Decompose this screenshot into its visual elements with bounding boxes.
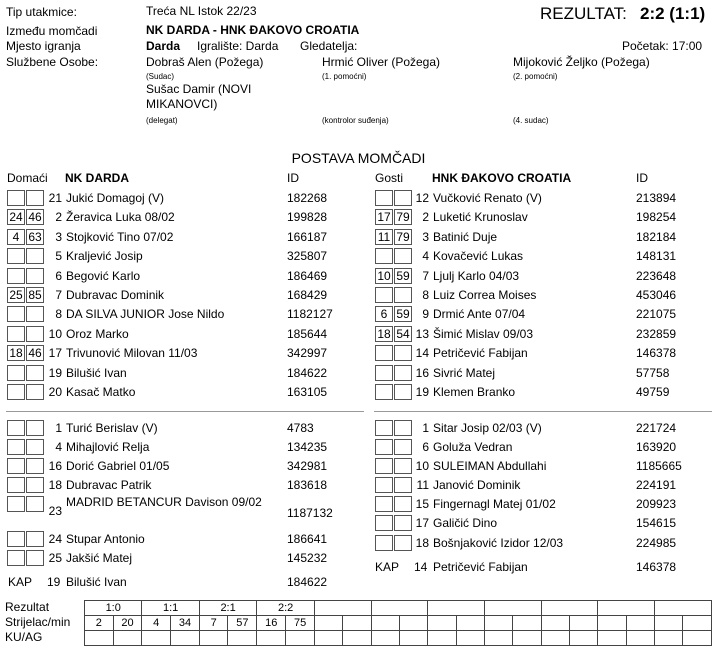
player-number: 21 [48,191,62,205]
player-number: 2 [55,210,62,225]
scorer-cell [400,616,428,631]
score-cell [371,601,428,616]
player-id: 1182127 [287,307,333,322]
result-label: REZULTAT: [540,4,627,23]
sub-in-minute-box: 18 [375,326,393,342]
substitute-name: Bošnjaković Izidor 12/03 [433,536,564,550]
sub-in-minute-box [7,384,25,400]
player-name: Luketić Krunoslav [433,210,528,225]
sub-in-minute-box [7,326,25,342]
kuag-cell [85,631,114,646]
away-side-label: Gosti [375,171,404,185]
match-type-label: Tip utakmice: [6,5,77,19]
sub-in-minute-box [7,420,25,436]
substitute-id: 342981 [287,459,328,473]
player-name: Batinić Duje [433,229,498,244]
assistant1-role: (1. pomoćni) [322,72,367,81]
referee-role: (Sudac) [146,72,175,81]
between-value: NK DARDA - HNK ĐAKOVO CROATIA [146,23,360,37]
sub-in-minute-box [375,439,393,455]
substitute-number: 10 [415,459,429,473]
kuag-cell [541,631,569,646]
delegate-name-2: MIKANOVCI) [146,97,218,111]
kuag-cell [400,631,428,646]
sub-in-minute-box [375,345,393,361]
sub-in-minute-box: 18 [7,345,25,361]
player-number: 4 [422,249,429,264]
kuag-cell [371,631,399,646]
field-text: Igralište: Darda [197,39,279,53]
player-name: Ljulj Karlo 04/03 [433,268,520,283]
sub-in-minute-box [375,190,393,206]
player-number: 17 [48,346,62,361]
sub-in-minute-box [7,365,25,381]
scorer-cell [570,616,598,631]
home-captain-id: 184622 [287,575,328,589]
kuag-cell [142,631,171,646]
sub-in-minute-box [7,248,25,264]
player-id: 185644 [287,326,328,341]
player-number: 19 [48,365,62,380]
between-label: Između momčadi [6,24,98,38]
player-name: Klemen Branko [433,385,516,399]
result-value: 2:2 (1:1) [640,4,706,23]
player-id: 166187 [287,229,328,244]
player-number: 14 [415,346,429,361]
player-name: Stojković Tino 07/02 [66,229,174,244]
substitute-name: Janović Dominik [433,478,521,492]
player-number: 10 [48,326,62,341]
player-number: 16 [415,365,429,380]
delegate-name-1: Sušac Damir (NOVI [146,82,252,96]
sub-in-minute-box: 10 [375,268,393,284]
player-name: Šimić Mislav 09/03 [433,326,534,341]
home-divider [6,411,364,412]
substitute-name: SULEIMAN Abdullahi [433,459,547,473]
scorer-cell [485,616,513,631]
scorer-cell [371,616,399,631]
home-id-header: ID [287,171,299,185]
substitute-name: Galičić Dino [433,516,498,530]
scorer-cell [683,616,712,631]
player-name: Begović Karlo [66,268,141,283]
kuag-cell [655,631,683,646]
controller-role: (kontrolor suđenja) [322,116,389,125]
score-cell [485,601,542,616]
kuag-cell [598,631,626,646]
score-cell [655,601,712,616]
sub-in-minute-box: 11 [375,229,393,245]
substitute-number: 4 [55,440,62,454]
venue-label: Mjesto igranja [6,39,81,53]
assistant1-name: Hrmić Oliver (Požega) [322,55,441,69]
player-id: 146378 [636,346,677,361]
sub-in-minute-box [7,477,25,493]
player-id: 148131 [636,249,677,264]
player-name: Petričević Fabijan [433,346,528,361]
player-number: 8 [55,307,62,322]
sub-in-minute-box: 24 [7,209,25,225]
substitute-id: 224191 [636,478,677,492]
away-captain-label: KAP [375,560,400,574]
sub-in-minute-box: 6 [375,306,393,322]
sub-out-minute-box: 79 [394,209,412,225]
player-id: 453046 [636,288,677,302]
sub-out-minute-box: 79 [394,229,412,245]
player-name: DA SILVA JUNIOR Jose Nildo [66,307,225,322]
player-name: Jukić Domagoj (V) [66,191,165,205]
start-time: Početak: 17:00 [622,39,703,53]
sub-in-minute-box [7,496,25,512]
delegate-role: (delegat) [146,116,178,125]
substitute-name: Goluža Vedran [433,440,513,454]
player-number: 6 [55,268,62,283]
score-cell [541,601,598,616]
score-row [85,601,712,616]
sub-out-minute-box: 63 [26,229,44,245]
kuag-cell [315,631,343,646]
assistant2-name: Mijoković Željko (Požega) [513,55,650,69]
scorer-cell [513,616,541,631]
sub-in-minute-box: 4 [7,229,25,245]
sub-in-minute-box [375,458,393,474]
sub-out-minute-box: 46 [26,209,44,225]
player-number: 9 [422,307,429,322]
player-id: 168429 [287,288,328,302]
player-name: Vučković Renato (V) [433,191,542,205]
substitute-number: 16 [48,459,62,473]
player-name: Kovačević Lukas [433,249,524,264]
home-team-name: NK DARDA [65,171,129,185]
player-id: 213894 [636,191,677,205]
player-id: 325807 [287,249,328,264]
home-side-label: Domaći [7,171,48,185]
player-number: 7 [422,268,429,283]
player-id: 232859 [636,326,677,341]
player-name: Drmić Ante 07/04 [433,307,526,322]
player-id: 182268 [287,191,328,205]
substitute-name: Mihajlović Relja [66,440,150,454]
player-number: 2 [422,210,429,225]
player-number: 20 [48,385,62,399]
player-name: Sivrić Matej [433,365,496,380]
kuag-cell [683,631,712,646]
score-cell [315,601,372,616]
kuag-cell [513,631,541,646]
sub-out-minute-box: 54 [394,326,412,342]
sub-out-minute-box: 85 [26,287,44,303]
player-number: 3 [422,229,429,244]
substitute-name: Sitar Josip 02/03 (V) [433,421,542,435]
substitute-id: 154615 [636,516,677,530]
player-number: 19 [415,385,429,399]
substitute-number: 1 [55,421,62,435]
kuag-cell [456,631,484,646]
scorer-cell [541,616,569,631]
player-id: 186469 [287,268,328,283]
player-number: 13 [415,326,429,341]
sub-in-minute-box [375,287,393,303]
substitute-number: 24 [48,532,62,546]
officials-label: Službene Osobe: [6,55,99,69]
kuag-cell [228,631,257,646]
away-captain-id: 146378 [636,560,677,574]
player-name: Žeravica Luka 08/02 [66,210,175,225]
score-cell: 2:1 [199,601,256,616]
sub-in-minute-box [7,458,25,474]
substitute-id: 163920 [636,440,677,454]
kuag-cell [286,631,315,646]
player-number: 7 [55,288,62,302]
away-divider [374,411,712,412]
sub-in-minute-box [375,420,393,436]
sub-in-minute-box [375,365,393,381]
score-cell [598,601,655,616]
substitute-number: 18 [48,478,62,492]
kuag-label: KU/AG [5,630,43,644]
player-name: Bilušić Ivan [66,365,127,380]
substitute-id: 224985 [636,536,677,550]
kuag-cell [257,631,286,646]
substitute-name: Jakšić Matej [66,551,133,565]
sub-in-minute-box [375,248,393,264]
score-cell: 2:2 [257,601,315,616]
sub-in-minute-box [375,496,393,512]
kuag-cell [171,631,200,646]
referee-name: Dobraš Alen (Požega) [146,55,264,69]
substitute-number: 15 [415,497,429,511]
substitute-id: 145232 [287,551,328,565]
substitute-number: 11 [416,478,429,492]
sub-in-minute-box: 17 [375,209,393,225]
substitute-name: Stupar Antonio [66,532,145,546]
substitute-name: Turić Berislav (V) [66,421,158,435]
substitute-id: 1187132 [287,506,333,520]
player-number: 8 [422,288,429,302]
substitute-number: 23 [48,504,62,518]
sub-in-minute-box [375,477,393,493]
scorer-label: Strijelac/min [5,615,71,629]
substitute-number: 18 [415,536,429,550]
player-id: 199828 [287,210,328,225]
home-captain-number: 19 [47,575,61,589]
player-name: Kasač Matko [66,385,136,399]
scorer-cell: 34 [171,616,200,631]
sub-in-minute-box [7,306,25,322]
substitute-number: 6 [422,440,429,454]
scorer-cell: 16 [257,616,286,631]
sub-in-minute-box: 25 [7,287,25,303]
player-name: Oroz Marko [66,326,129,341]
substitute-name: Dubravac Patrik [66,478,152,492]
sub-in-minute-box [375,384,393,400]
sub-out-minute-box: 46 [26,345,44,361]
sub-in-minute-box [375,535,393,551]
substitute-id: 134235 [287,440,328,454]
sub-in-minute-box [7,190,25,206]
substitute-id: 209923 [636,497,677,511]
scorer-cell: 2 [85,616,114,631]
away-id-header: ID [636,171,648,185]
player-name: Kraljević Josip [66,249,143,264]
match-type-value: Treća NL Istok 22/23 [146,4,257,18]
substitute-number: 25 [48,551,62,565]
scorer-cell: 20 [113,616,142,631]
substitute-id: 4783 [287,421,314,435]
scorer-cell [343,616,371,631]
section-title: POSTAVA MOMČADI [291,150,426,166]
spectators-text: Gledatelja: [300,39,358,53]
player-id: 182184 [636,229,677,244]
scorer-cell [456,616,484,631]
sub-in-minute-box [7,439,25,455]
home-captain-name: Bilušić Ivan [66,575,127,589]
kuag-cell [428,631,456,646]
sub-out-minute-box: 59 [394,268,412,284]
substitute-name: Fingernagl Matej 01/02 [433,497,556,511]
player-id: 198254 [636,210,677,225]
player-name: Luiz Correa Moises [433,288,537,302]
player-id: 342997 [287,346,328,361]
scorer-cell [598,616,626,631]
player-id: 221075 [636,307,677,322]
assistant2-role: (2. pomoćni) [513,72,558,81]
substitute-id: 186641 [287,532,328,546]
score-cell: 1:1 [142,601,199,616]
kuag-row [85,631,712,646]
kuag-cell [485,631,513,646]
substitute-id: 1185665 [636,459,682,473]
away-captain-name: Petričević Fabijan [433,560,528,574]
kuag-cell [343,631,371,646]
score-cell: 1:0 [85,601,142,616]
player-id: 49759 [636,385,670,399]
player-number: 12 [415,191,429,205]
home-captain-label: KAP [8,575,33,589]
venue-value: Darda [146,39,181,53]
substitute-number: 1 [422,421,429,435]
sub-out-minute-box: 59 [394,306,412,322]
substitute-name: MADRID BETANCUR Davison 09/02 [66,495,262,509]
scorer-cell: 4 [142,616,171,631]
player-name: Trivunović Milovan 11/03 [66,346,198,361]
fourth-referee-role: (4. sudac) [513,116,549,125]
score-cell [428,601,485,616]
away-team-name: HNK ĐAKOVO CROATIA [432,171,572,185]
player-id: 184622 [287,365,328,380]
sub-in-minute-box [7,531,25,547]
kuag-cell [570,631,598,646]
scorer-cell [428,616,456,631]
kuag-cell [199,631,228,646]
away-captain-number: 14 [414,560,428,574]
player-name: Dubravac Dominik [66,288,165,302]
substitute-name: Dorić Gabriel 01/05 [66,459,170,473]
player-id: 223648 [636,268,677,283]
player-number: 5 [55,249,62,264]
score-table [84,600,712,646]
scorer-cell [655,616,683,631]
substitute-number: 17 [415,516,429,530]
player-number: 3 [55,229,62,244]
sub-in-minute-box [7,550,25,566]
kuag-cell [113,631,142,646]
scorer-cell [315,616,343,631]
scorer-cell: 57 [228,616,257,631]
scorer-row [85,616,712,631]
player-id: 57758 [636,365,670,380]
player-id: 163105 [287,385,328,399]
substitute-id: 183618 [287,478,328,492]
rezultat-label: Rezultat [5,600,50,614]
scorer-cell: 7 [199,616,228,631]
sub-in-minute-box [7,268,25,284]
substitute-id: 221724 [636,421,677,435]
scorer-cell: 75 [286,616,315,631]
scorer-cell [626,616,654,631]
sub-in-minute-box [375,515,393,531]
kuag-cell [626,631,654,646]
